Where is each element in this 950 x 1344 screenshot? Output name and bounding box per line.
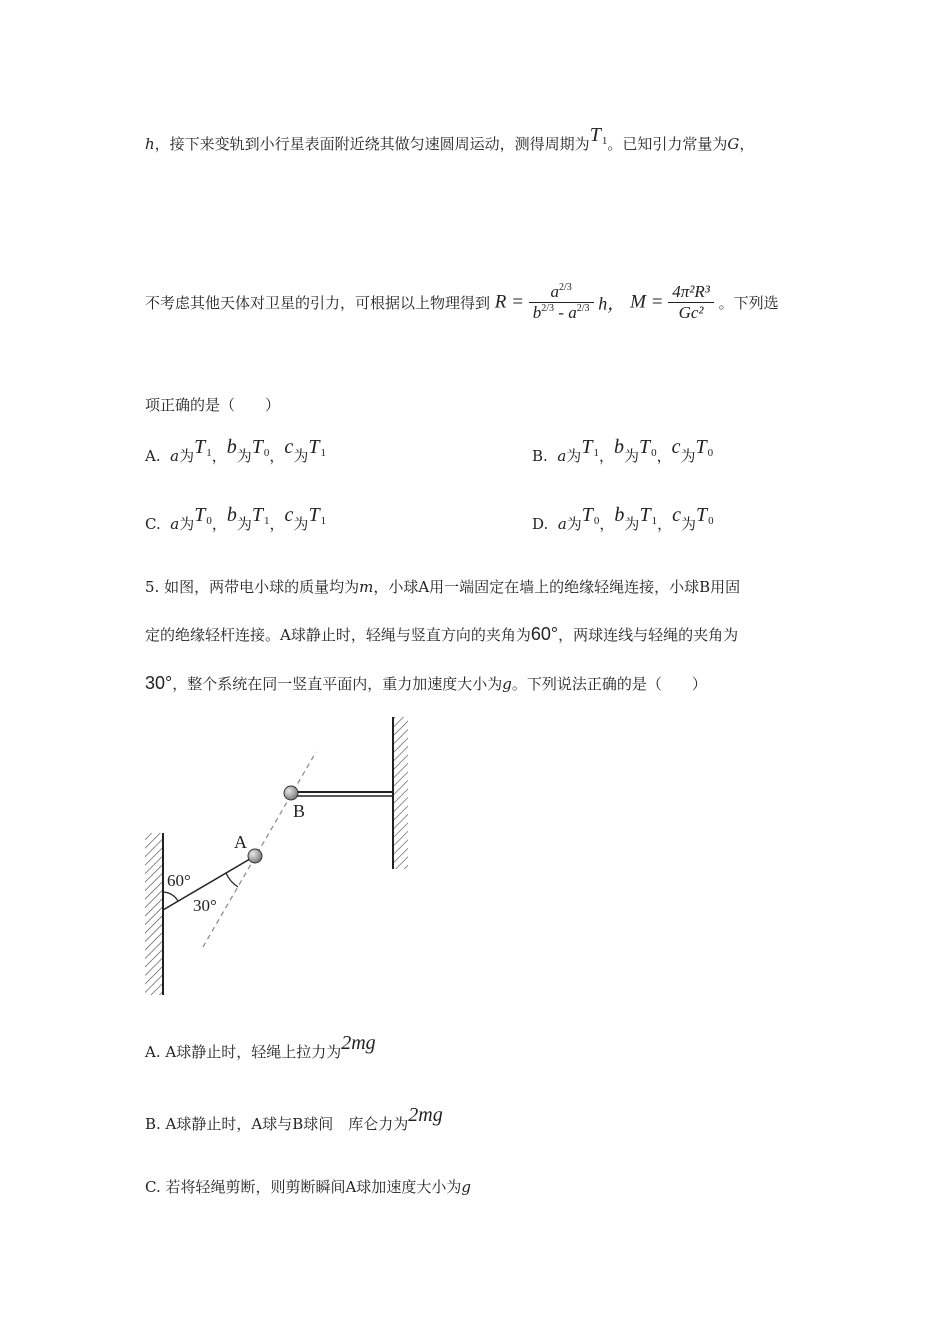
fraction-M: $\frac{\text{4π²R³}}{\text{Gc²}}$ — [668, 282, 714, 323]
label-60: 60° — [167, 871, 191, 890]
line2-text2: 。下列选 — [718, 294, 779, 312]
line1-text2: 。已知引力常量为 — [607, 135, 728, 153]
label-30: 30° — [193, 896, 217, 915]
ball-a — [248, 849, 262, 863]
option-4a: A. a为$T_1$，b为$T_0$，c为$T_1$ — [145, 436, 326, 465]
var-h: h — [145, 135, 155, 153]
option-5c: C. 若将轻绳剪断，则剪断瞬间A球加速度大小为g — [145, 1178, 471, 1196]
label-a: A — [234, 832, 247, 852]
q5-line-1: 5. 如图，两带电小球的质量均为m，小球A用一端固定在墙上的绝缘轻绳连接，小球B用固 — [145, 578, 741, 596]
option-4c: C. a为$T_0$，b为$T_1$，c为$T_1$ — [145, 504, 327, 533]
option-5a: A. A球静止时，轻绳上拉力为2mg — [145, 1032, 376, 1061]
fraction-R: $\frac{a^{2/3}}{b^{2/3} - a^{2/3}}$ — [529, 282, 594, 323]
angle-arc-60 — [163, 892, 178, 901]
angle-arc-30 — [226, 873, 238, 887]
ab-dashed-line — [203, 752, 316, 947]
formula-R: R = — [494, 291, 524, 313]
option-5b: B. A球静止时，A球与B球间 库仑力为2mg — [145, 1104, 443, 1133]
q5-line-2: 定的绝缘轻杆连接。A球静止时，轻绳与竖直方向的夹角为60°，两球连线与轻绳的夹角为 — [145, 624, 739, 644]
option-4b: B. a为$T_1$，b为$T_0$，c为$T_0$ — [532, 436, 714, 465]
right-wall-hatch — [394, 717, 408, 869]
formula-h: h， — [598, 293, 626, 314]
label-b: B — [293, 801, 306, 821]
formula-M: M = — [630, 291, 664, 313]
var-T1: $T_1$ — [589, 124, 608, 147]
var-G: G — [727, 135, 740, 153]
left-wall-hatch — [145, 833, 163, 995]
ball-b — [284, 786, 298, 800]
text-line-3: 项正确的是（ ） — [145, 396, 281, 414]
line1-text: ，接下来变轨到小行星表面附近绕其做匀速圆周运动，测得周期为 — [154, 135, 590, 153]
q5-line-3: 30°，整个系统在同一竖直平面内，重力加速度大小为g。下列说法正确的是（ ） — [145, 673, 707, 693]
option-4d: D. a为$T_0$，b为$T_1$，c为$T_0$ — [532, 504, 714, 533]
line2-text: 不考虑其他天体对卫星的引力，可根据以上物理得到 — [145, 294, 491, 312]
line1-tail: ， — [739, 135, 755, 153]
